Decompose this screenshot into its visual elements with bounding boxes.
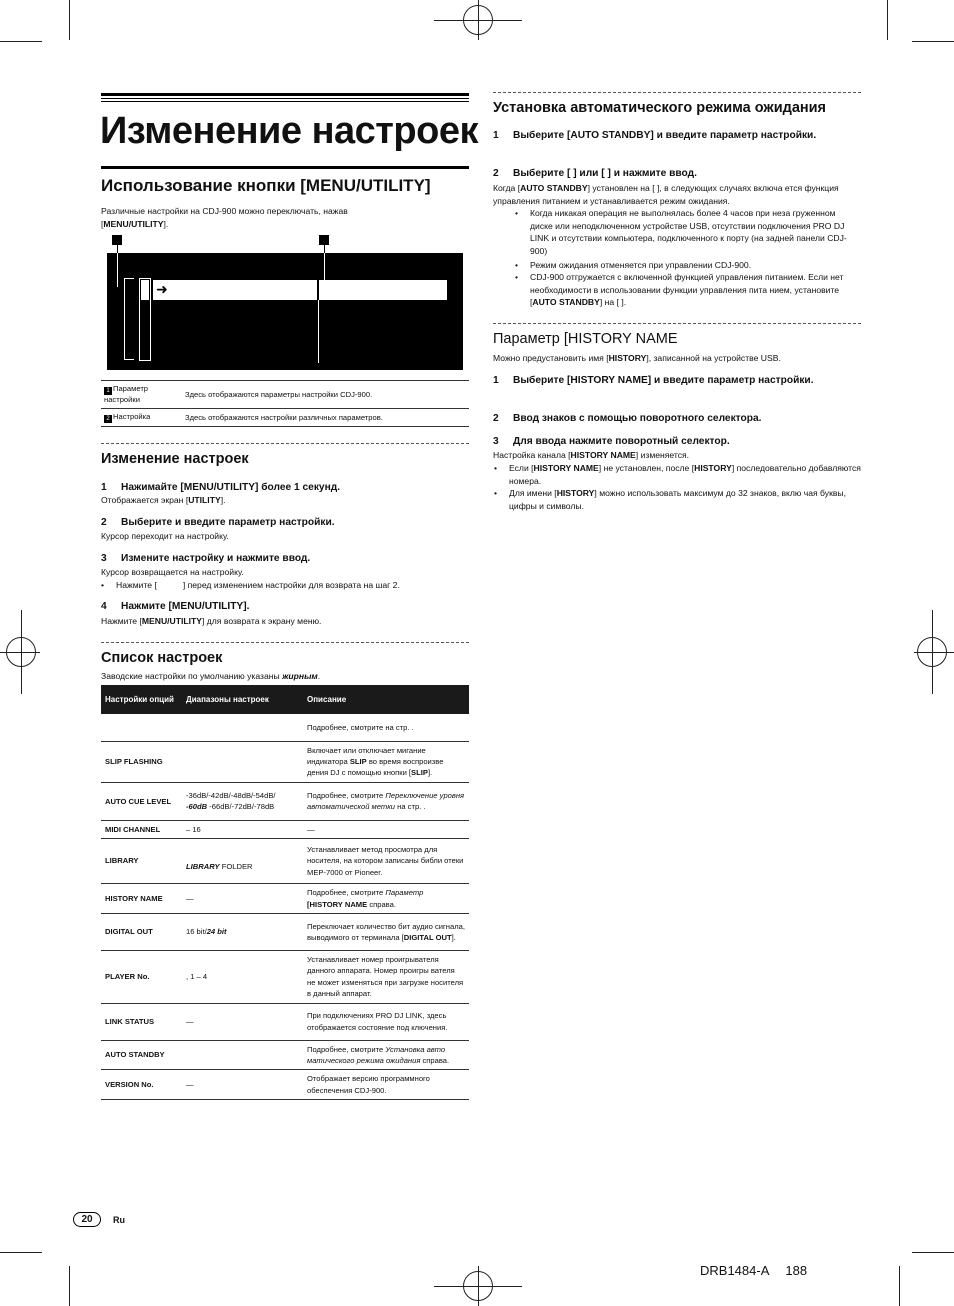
section-divider xyxy=(493,92,861,93)
setting-description: Подробнее, смотрите на стр. . xyxy=(303,714,469,741)
setting-range xyxy=(182,714,303,741)
setting-option: AUTO STANDBY xyxy=(101,1040,182,1070)
setting-option: LINK STATUS xyxy=(101,1003,182,1040)
setting-option: MIDI CHANNEL xyxy=(101,820,182,838)
setting-description: Переключает количество бит аудио сигнала, выводимого от терминала [DIGITAL OUT]. xyxy=(303,913,469,950)
standby-bullet-2: • Режим ожидания отменяется при управлении CDJ-900. xyxy=(530,259,860,272)
setting-range xyxy=(182,741,303,782)
setting-range: , 1 – 4 xyxy=(182,950,303,1003)
crop-mark xyxy=(69,0,70,40)
title-rule xyxy=(101,93,469,96)
section-heading-menu-utility: Использование кнопки [MENU/UTILITY] xyxy=(101,176,431,195)
scroll-bracket xyxy=(124,278,134,360)
table-header-row xyxy=(101,685,469,714)
callout-2-marker xyxy=(319,235,329,245)
table-row xyxy=(101,741,469,782)
setting-option: SLIP FLASHING xyxy=(101,741,182,782)
history-step-3: 3 Для ввода нажмите поворотный селектор. xyxy=(493,436,730,447)
crop-mark xyxy=(0,1252,42,1253)
table-row xyxy=(101,884,469,914)
setting-description: Подробнее, смотрите Параметр [HISTORY NAME справа. xyxy=(303,884,469,914)
crop-mark xyxy=(912,41,954,42)
callout-number-badge: 2 xyxy=(104,415,112,423)
registration-mark xyxy=(914,652,954,653)
selected-setting-row xyxy=(153,280,447,300)
table-row xyxy=(101,409,469,427)
display-screen-illustration xyxy=(107,253,463,370)
step-1: 1 Нажимайте [MENU/UTILITY] более 1 секунд. xyxy=(101,482,341,493)
setting-option: AUTO CUE LEVEL xyxy=(101,782,182,820)
table-row xyxy=(101,381,469,409)
history-bullet-2: • Для имени [HISTORY] можно использовать максимум до 32 знаков, вклю чая буквы, цифры и символы. xyxy=(509,487,861,512)
column-header-description: Описание xyxy=(303,685,469,714)
setting-option: LIBRARY xyxy=(101,839,182,884)
table-row xyxy=(101,950,469,1003)
crop-mark xyxy=(899,1266,900,1306)
section-divider xyxy=(101,642,469,643)
setting-description: При подключениях PRO DJ LINK, здесь отображается состояние под ключения. xyxy=(303,1003,469,1040)
callout-number-badge: 1 xyxy=(104,387,112,395)
crop-mark xyxy=(912,1252,954,1253)
standby-bullet-1: • Когда никакая операция не выполнялась более 4 часов при неза груженном диске или неподключенном устройстве USB, отсутствии подключения PRO DJ LINK и отсутствии компьютера, подключенного к порту (на задней панели CDJ-900) xyxy=(530,207,860,257)
setting-option: PLAYER No. xyxy=(101,950,182,1003)
registration-mark xyxy=(434,20,522,21)
crop-mark xyxy=(69,1266,70,1306)
column-header-option: Настройки опций xyxy=(101,685,182,714)
section-divider xyxy=(101,443,469,444)
registration-mark xyxy=(434,1286,522,1287)
setting-description: Отображает версию программного обеспечения CDJ-900. xyxy=(303,1070,469,1100)
setting-range: — xyxy=(182,884,303,914)
document-id: DRB1484-A 188 xyxy=(700,1263,808,1278)
table-row xyxy=(101,820,469,838)
callout-1-marker xyxy=(112,235,122,245)
setting-description: — xyxy=(303,820,469,838)
setting-range: 16 bit/24 bit xyxy=(182,913,303,950)
setting-option: DIGITAL OUT xyxy=(101,913,182,950)
table-row xyxy=(101,839,469,884)
standby-description: Когда [AUTO STANDBY] установлен на [ ], в следующих случаях включа ется функция управления питанием и устанавливается режим ожидания. xyxy=(493,183,839,206)
step-4-note: Нажмите [MENU/UTILITY] для возврата к экрану меню. xyxy=(101,616,322,626)
section-heading-history-name: Параметр [HISTORY NAME xyxy=(493,331,678,347)
setting-range: — xyxy=(182,1003,303,1040)
registration-mark xyxy=(0,652,40,653)
section-heading-auto-standby: Установка автоматического режима ожидания xyxy=(493,100,827,116)
setting-description: Подробнее, смотрите Установка авто матического режима ожидания справа. xyxy=(303,1040,469,1070)
screen-legend-table xyxy=(101,380,469,427)
callout-leader-1 xyxy=(117,253,118,287)
table-row xyxy=(101,1070,469,1100)
setting-range: – 16 xyxy=(182,820,303,838)
step-1-note: Отображается экран [UTILITY]. xyxy=(101,495,226,505)
step-3: 3 Измените настройку и нажмите ввод. xyxy=(101,553,311,564)
title-rule xyxy=(101,166,469,169)
column-divider xyxy=(317,280,319,300)
step-2-note: Курсор переходит на настройку. xyxy=(101,531,229,541)
setting-range xyxy=(182,1040,303,1070)
language-code: Ru xyxy=(113,1215,125,1225)
history-note: Настройка канала [HISTORY NAME] изменяется. xyxy=(493,450,690,460)
crop-mark xyxy=(887,0,888,40)
scrollbar-thumb xyxy=(141,280,149,300)
setting-description: Включает или отключает мигание индикатора SLIP во время воспроизве дения DJ с помощью кнопки [SLIP]. xyxy=(303,741,469,782)
legend-description: Здесь отображаются настройки различных параметров. xyxy=(182,409,469,427)
standby-step-1: 1 Выберите [AUTO STANDBY] и введите параметр настройки. xyxy=(493,130,817,141)
setting-description: Устанавливает метод просмотра для носителя, на котором записаны библи отеки MEP-7000 от Pioneer. xyxy=(303,839,469,884)
setting-option: VERSION No. xyxy=(101,1070,182,1100)
column-header-range: Диапазоны настроек xyxy=(182,685,303,714)
setting-range: -36dB/-42dB/-48dB/-54dB/ -60dB -66dB/-72dB/-78dB xyxy=(182,782,303,820)
step-4: 4 Нажмите [MENU/UTILITY]. xyxy=(101,601,250,612)
standby-step-2: 2 Выберите [ ] или [ ] и нажмите ввод. xyxy=(493,168,697,179)
step-3-bullet: • Нажмите [ ] перед изменением настройки для возврата на шаг 2. xyxy=(116,579,469,592)
legend-label: Параметр настройки xyxy=(104,384,149,404)
settings-list-intro: Заводские настройки по умолчанию указаны жирным. xyxy=(101,671,321,681)
settings-table xyxy=(101,685,469,1100)
section-heading-change-settings: Изменение настроек xyxy=(101,451,249,467)
history-bullet-1: • Если [HISTORY NAME] не установлен, после [HISTORY] последовательно добавляются номера. xyxy=(509,462,861,487)
section-divider xyxy=(493,323,861,324)
menu-utility-intro: Различные настройки на CDJ-900 можно переключать, нажав [MENU/UTILITY]. xyxy=(101,206,348,229)
legend-description: Здесь отображаются параметры настройки CDJ-900. xyxy=(182,381,469,409)
table-row xyxy=(101,714,469,741)
column-divider xyxy=(318,300,319,363)
table-row xyxy=(101,913,469,950)
legend-label: Настройка xyxy=(113,412,151,421)
setting-range: — xyxy=(182,1070,303,1100)
table-row xyxy=(101,1040,469,1070)
title-rule xyxy=(101,98,469,99)
step-3-note: Курсор возвращается на настройку. xyxy=(101,567,244,577)
arrow-right-icon: ➜ xyxy=(156,281,168,297)
section-heading-settings-list: Список настроек xyxy=(101,650,223,666)
page-title: Изменение настроек xyxy=(100,110,478,152)
table-row xyxy=(101,1003,469,1040)
history-intro: Можно предустановить имя [HISTORY], записанной на устройстве USB. xyxy=(493,353,781,363)
title-rule xyxy=(101,101,469,102)
history-step-2: 2 Ввод знаков с помощью поворотного селектора. xyxy=(493,413,762,424)
setting-option: HISTORY NAME xyxy=(101,884,182,914)
crop-mark xyxy=(0,41,42,42)
standby-bullet-3: • CDJ-900 отгружается с включенной функцией управления питанием. Если нет необходимости в использовании функции управления пита нием, установите [AUTO STANDBY] на [ ]. xyxy=(530,271,860,309)
setting-description: Подробнее, смотрите Переключение уровня автоматической метки на стр. . xyxy=(303,782,469,820)
page-number-badge: 20 xyxy=(73,1212,101,1227)
setting-range: LIBRARY FOLDER xyxy=(182,839,303,884)
setting-option xyxy=(101,714,182,741)
setting-description: Устанавливает номер проигрывателя данного аппарата. Номер проигры вателя не может изменяться при загрузке носителя в данный аппарат. xyxy=(303,950,469,1003)
table-row xyxy=(101,782,469,820)
history-step-1: 1 Выберите [HISTORY NAME] и введите параметр настройки. xyxy=(493,375,814,386)
step-2: 2 Выберите и введите параметр настройки. xyxy=(101,517,335,528)
